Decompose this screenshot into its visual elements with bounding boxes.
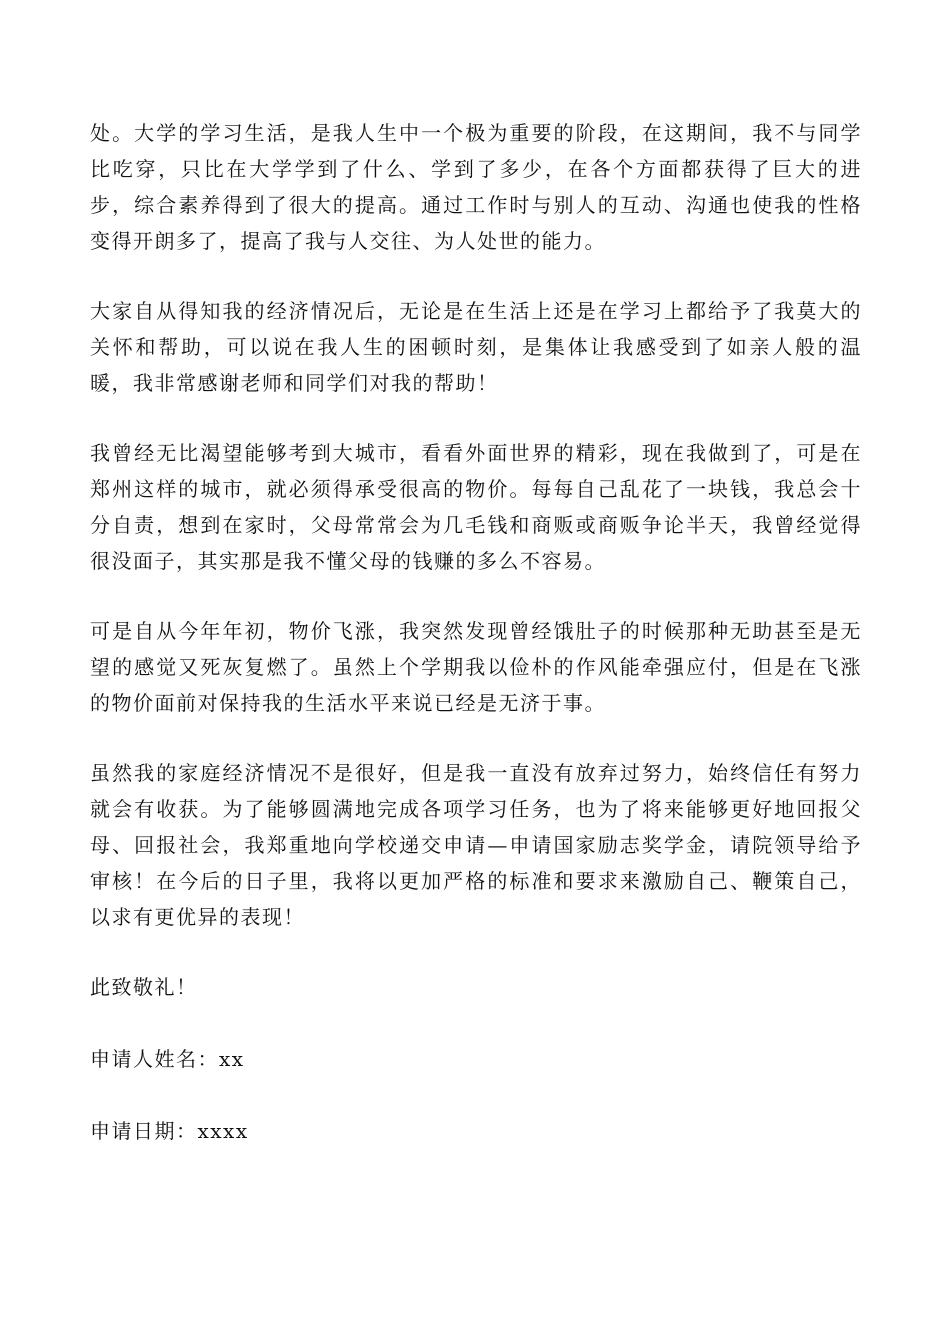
paragraph-5: 虽然我的家庭经济情况不是很好，但是我一直没有放弃过努力，始终信任有努力就会有收获。为了能够圆满地完成各项学习任务，也为了将来能够更好地回报父母、回报社会，我郑重地向学校递交申请—申请国家励志奖学金，请院领导给予审核！在今后的日子里，我将以更加严格的标准和要求来激励自己、鞭策自己，以求有更优异的表现！ [90,761,862,929]
applicant-name: 申请人姓名：xx [90,1047,245,1071]
application-date: 申请日期：xxxx [90,1119,249,1143]
paragraph-2: 大家自从得知我的经济情况后，无论是在生活上还是在学习上都给予了我莫大的关怀和帮助，可以说在我人生的困顿时刻，是集体让我感受到了如亲人般的温暖，我非常感谢老师和同学们对我的帮助！ [90,299,862,395]
closing-salutation: 此致敬礼！ [90,975,198,999]
paragraph-4: 可是自从今年年初，物价飞涨，我突然发现曾经饿肚子的时候那种无助甚至是无望的感觉又死灰复燃了。虽然上个学期我以俭朴的作风能牵强应付，但是在飞涨的物价面前对保持我的生活水平来说已经是无济于事。 [90,619,862,715]
paragraph-3: 我曾经无比渴望能够考到大城市，看看外面世界的精彩，现在我做到了，可是在郑州这样的城市，就必须得承受很高的物价。每每自己乱花了一块钱，我总会十分自责，想到在家时，父母常常会为几毛钱和商贩或商贩争论半天，我曾经觉得很没面子，其实那是我不懂父母的钱赚的多么不容易。 [90,441,862,573]
document-body [90,115,862,1185]
paragraph-1: 处。大学的学习生活，是我人生中一个极为重要的阶段，在这期间，我不与同学比吃穿，只比在大学学到了什么、学到了多少，在各个方面都获得了巨大的进步，综合素养得到了很大的提高。通过工作时与别人的互动、沟通也使我的性格变得开朗多了，提高了我与人交往、为人处世的能力。 [90,121,862,253]
